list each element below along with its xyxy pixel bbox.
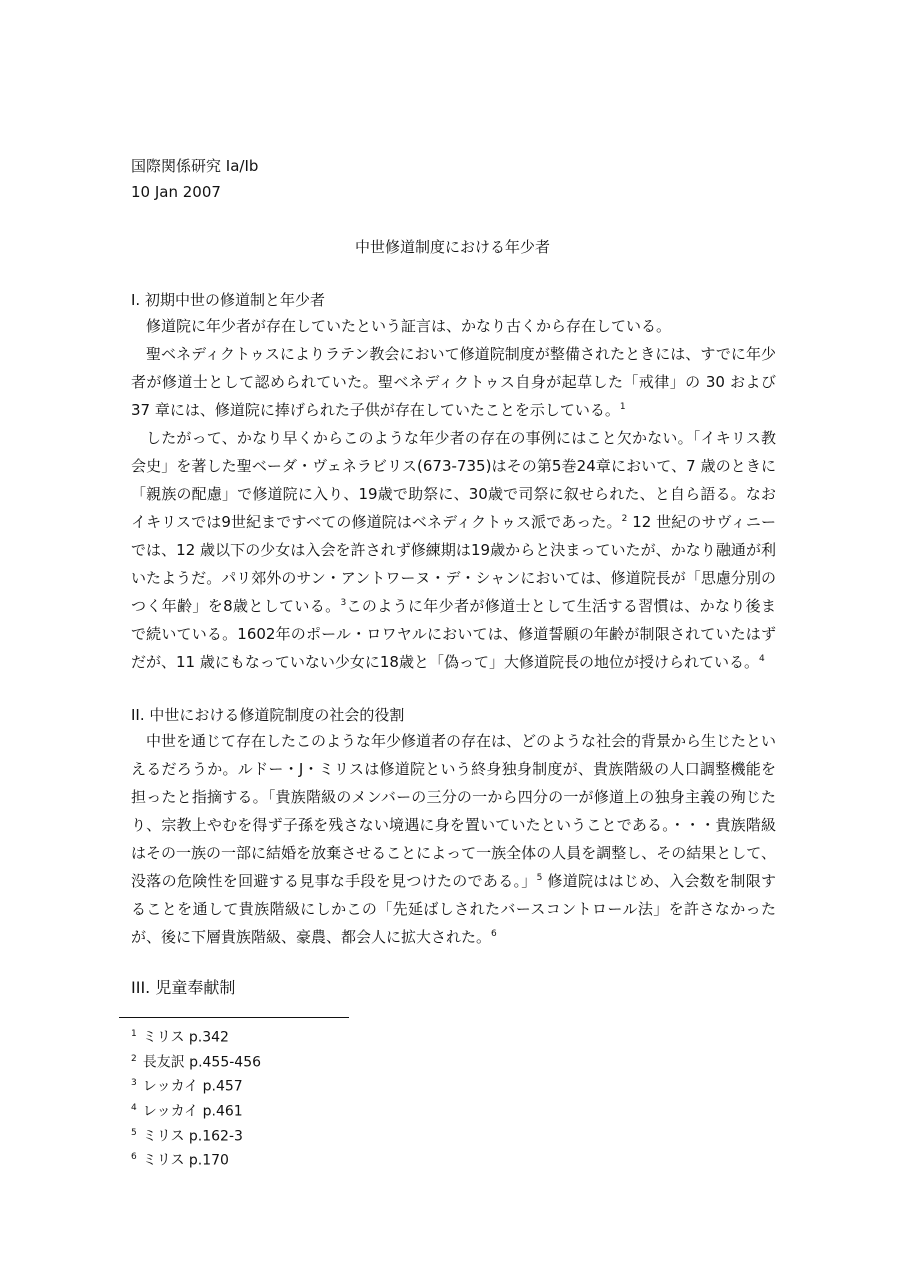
- footnote-text: レッカイ p.457: [142, 1078, 243, 1095]
- footnote-number: 6: [131, 1152, 137, 1163]
- paragraph-text: このように年少者が修道士として生活する習慣は、かなり後まで続いている。1602年のポール・ロワヤルにおいては、修道誓願の年齢が制限されていたはずだが、11 歳にもなっていない少女に18歳と「偽って」大修道院長の地位が授けられている。: [131, 597, 776, 671]
- footnote-item: [131, 1098, 261, 1123]
- footnote-ref[interactable]: 6: [491, 929, 497, 939]
- footnote-item: [131, 1147, 261, 1172]
- footnote-list: [131, 1024, 261, 1172]
- footnote-number: 2: [131, 1053, 137, 1064]
- footnote-text: レッカイ p.461: [142, 1103, 243, 1120]
- section-heading-3: III. 児童奉献制: [131, 978, 236, 997]
- section-body-2: [131, 727, 776, 951]
- footnote-item: [131, 1049, 261, 1074]
- footnote-item: [131, 1123, 261, 1148]
- paragraph: [131, 340, 776, 424]
- footnote-item: [131, 1024, 261, 1049]
- footnote-ref[interactable]: 3: [340, 598, 347, 608]
- paragraph-text: 中世を通じて存在したこのような年少修道者の存在は、どのような社会的背景から生じたといえるだろうか。ルドー・J・ミリスは修道院という終身独身制度が、貴族階級の人口調整機能を担ったと指摘する。「貴族階級のメンバーの三分の一から四分の一が修道上の独身主義の殉じたり、宗教上やむを得ず子孫を残さない境遇に身を置いていたということである。・・・貴族階級はその一族の一部に結婚を放棄させることによって一族全体の人員を調整し、その結果として、没落の危険性を回避する見事な手段を見つけたのである。」: [131, 732, 777, 890]
- footnote-text: 長友訳 p.455-456: [142, 1054, 262, 1071]
- footnote-text: ミリス p.342: [142, 1029, 229, 1046]
- paragraph-text: 12 世紀のサヴィニーでは、12 歳以下の少女は入会を許されず修練期は19歳からと決まっていたが、かなり融通が利いたようだ。パリ郊外のサン・アントワーヌ・デ・シャンにおいては、修道院長が「思慮分別のつく年齢」を8歳としている。: [131, 513, 776, 615]
- section-heading-1: I. 初期中世の修道制と年少者: [131, 291, 325, 309]
- footnote-text: ミリス p.162-3: [142, 1128, 243, 1145]
- footnote-ref[interactable]: 1: [619, 402, 626, 412]
- footnote-text: ミリス p.170: [142, 1152, 229, 1169]
- section-heading-2: II. 中世における修道院制度の社会的役割: [131, 706, 405, 724]
- document-date: 10 Jan 2007: [131, 183, 221, 201]
- section-body-1: [131, 312, 776, 676]
- paragraph-text: したがって、かなり早くからこのような年少者の存在の事例にはこと欠かない。「イキリス教会史」を著した聖ベーダ・ヴェネラビリス(673-735)はその第5巻24章において、7 歳のときに「親族の配慮」で修道院に入り、19歳で助祭に、30歳で司祭に叙せられた、と自ら語る。なおイキリスでは9世紀まですべての修道院はベネディクトゥス派であった。: [131, 429, 776, 531]
- footnote-divider: [119, 1017, 349, 1018]
- page-title: 中世修道制度における年少者: [354, 238, 550, 256]
- paragraph: [131, 424, 776, 676]
- footnote-number: 1: [131, 1029, 137, 1039]
- paragraph-text: 修道院ははじめ、入会数を制限することを通して貴族階級にしかこの「先延ばしされたバースコントロール法」を許さなかったが、後に下層貴族階級、豪農、都会人に拡大された。: [131, 872, 776, 946]
- footnote-ref[interactable]: 4: [758, 654, 765, 664]
- footnote-number: 4: [131, 1102, 137, 1113]
- paragraph: [131, 312, 776, 340]
- footnote-number: 3: [131, 1078, 137, 1089]
- paragraph-text: 聖ベネディクトゥスによりラテン教会において修道院制度が整備されたときには、すでに年少者が修道士として認められていた。聖ベネディクトゥス自身が起草した「戒律」の 30 および 37 章には、修道院に捧げられた子供が存在していたことを示している。: [131, 345, 776, 419]
- footnote-ref[interactable]: 2: [621, 514, 628, 524]
- footnote-ref[interactable]: 5: [536, 873, 543, 883]
- course-name: 国際関係研究 Ia/Ib: [131, 157, 259, 175]
- footnote-item: [131, 1073, 261, 1098]
- footnote-number: 5: [131, 1127, 137, 1138]
- paragraph: [131, 727, 776, 951]
- paragraph-text: 修道院に年少者が存在していたという証言は、かなり古くから存在している。: [146, 317, 672, 335]
